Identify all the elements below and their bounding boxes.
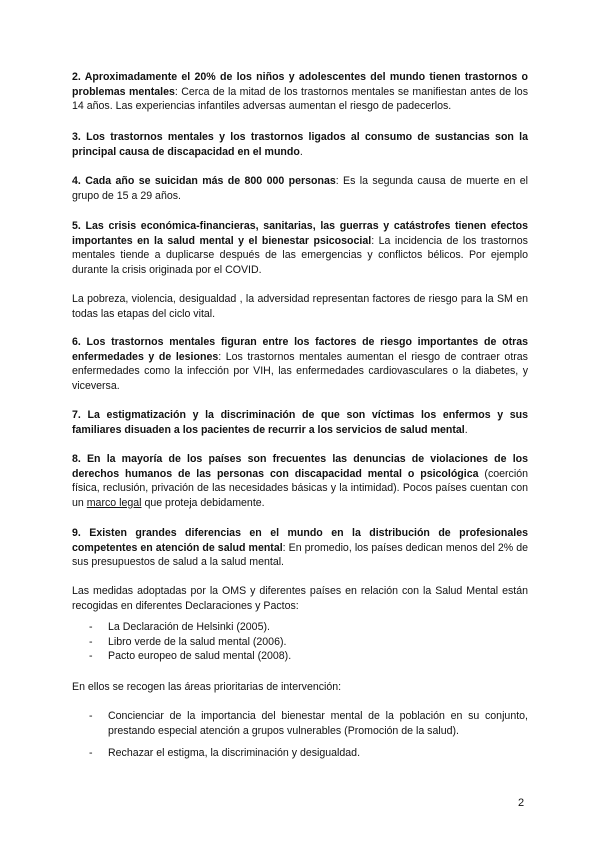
- declaration-item: - Libro verde de la salud mental (2006).: [72, 635, 528, 650]
- item-2-body: : Cerca de la mitad de los trastornos mentales se manifiestan antes de los 14 años. Las experiencias infantiles adversas aumentan el riesgo de padecerlos.: [72, 85, 528, 113]
- item-2-text: [72, 70, 528, 114]
- page-number: 2: [518, 797, 525, 809]
- declaration-item: - Pacto europeo de salud mental (2008).: [72, 649, 528, 664]
- priorities-list: [72, 709, 528, 761]
- item-2-heading: 2. Aproximadamente el 20% de los niños y adolescentes del mundo tienen trastornos o problemas mentales: [72, 71, 528, 98]
- item-4: [72, 174, 528, 203]
- item-3-body: .: [299, 145, 303, 158]
- item-4-body: : Es la segunda causa de muerte en el grupo de 15 a 29 años.: [72, 175, 528, 202]
- item-6: [72, 335, 528, 393]
- item-6-text: [72, 335, 528, 393]
- poverty-text: La pobreza, violencia, desigualdad , la adversidad representan factores de riesgo para la SM en todas las etapas del ciclo vital.: [72, 293, 528, 320]
- item-8-body: (coerción física, reclusión, privación de las necesidades básicas y la intimidad). Pocos países cuentan con un: [72, 467, 528, 509]
- areas-text: En ellos se recogen las áreas prioritarias de intervención:: [72, 681, 342, 693]
- item-4-heading: 4. Cada año se suicidan más de 800 000 personas: [72, 175, 336, 187]
- item-9-heading: 9. Existen grandes diferencias en el mundo en la distribución de profesionales competentes en atención de salud mental: [72, 527, 528, 554]
- item-7: [72, 408, 528, 437]
- item-8-text: [72, 452, 528, 510]
- poverty-paragraph: [72, 292, 528, 321]
- priority-item: - Concienciar de la importancia del bienestar mental de la población en su conjunto, prestando especial atención a grupos vulnerables (Promoción de la salud).: [72, 709, 528, 738]
- item-5-heading: 5. Las crisis económica-financieras, sanitarias, las guerras y catástrofes tienen efectos importantes en la salud mental y el bienestar psicosocial: [72, 220, 528, 247]
- item-5-text: [72, 219, 528, 277]
- item-9-body: : En promedio, los países dedican menos del 2% de sus presupuestos de salud a la salud mental.: [72, 541, 528, 569]
- item-6-body: : Los trastornos mentales aumentan el riesgo de contraer otras enfermedades como la infección por VIH, las enfermedades cardiovasculares o la diabetes, y viceversa.: [72, 350, 528, 392]
- item-9-text: [72, 526, 528, 570]
- marco-legal-link[interactable]: marco legal: [86, 496, 142, 509]
- item-2: [72, 70, 528, 114]
- item-8-body-end: que proteja debidamente.: [141, 496, 265, 509]
- item-5-body: : La incidencia de los trastornos mentales tiende a duplicarse después de las emergencias y conflictos bélicos. Por ejemplo durante la crisis originada por el COVID.: [72, 234, 528, 276]
- item-8-heading: 8. En la mayoría de los países son frecuentes las denuncias de violaciones de los derechos humanos de las personas con discapacidad mental o psicológica: [72, 453, 528, 480]
- item-7-text: [72, 408, 528, 437]
- item-6-heading: 6. Los trastornos mentales figuran entre los factores de riesgo importantes de otras enfermedades y de lesiones: [72, 336, 528, 363]
- item-3: [72, 130, 528, 159]
- item-7-heading: 7. La estigmatización y la discriminación de que son víctimas los enfermos y sus familiares disuaden a los pacientes de recurrir a los servicios de salud mental: [72, 409, 528, 436]
- measures-text: Las medidas adoptadas por la OMS y diferentes países en relación con la Salud Mental están recogidas en diferentes Declaraciones y Pactos:: [72, 585, 528, 612]
- item-7-body: .: [464, 423, 468, 436]
- areas-paragraph: [72, 680, 528, 695]
- declaration-item: - La Declaración de Helsinki (2005).: [72, 620, 528, 635]
- priority-item: - Rechazar el estigma, la discriminación y desigualdad.: [72, 746, 528, 761]
- item-3-heading: 3. Los trastornos mentales y los trastornos ligados al consumo de sustancias son la principal causa de discapacidad en el mundo: [72, 131, 528, 158]
- item-5: [72, 219, 528, 277]
- item-3-text: [72, 130, 528, 159]
- item-8: [72, 452, 528, 510]
- item-9: [72, 526, 528, 570]
- declarations-list: [72, 620, 528, 664]
- measures-paragraph: [72, 584, 528, 613]
- item-4-text: [72, 174, 528, 203]
